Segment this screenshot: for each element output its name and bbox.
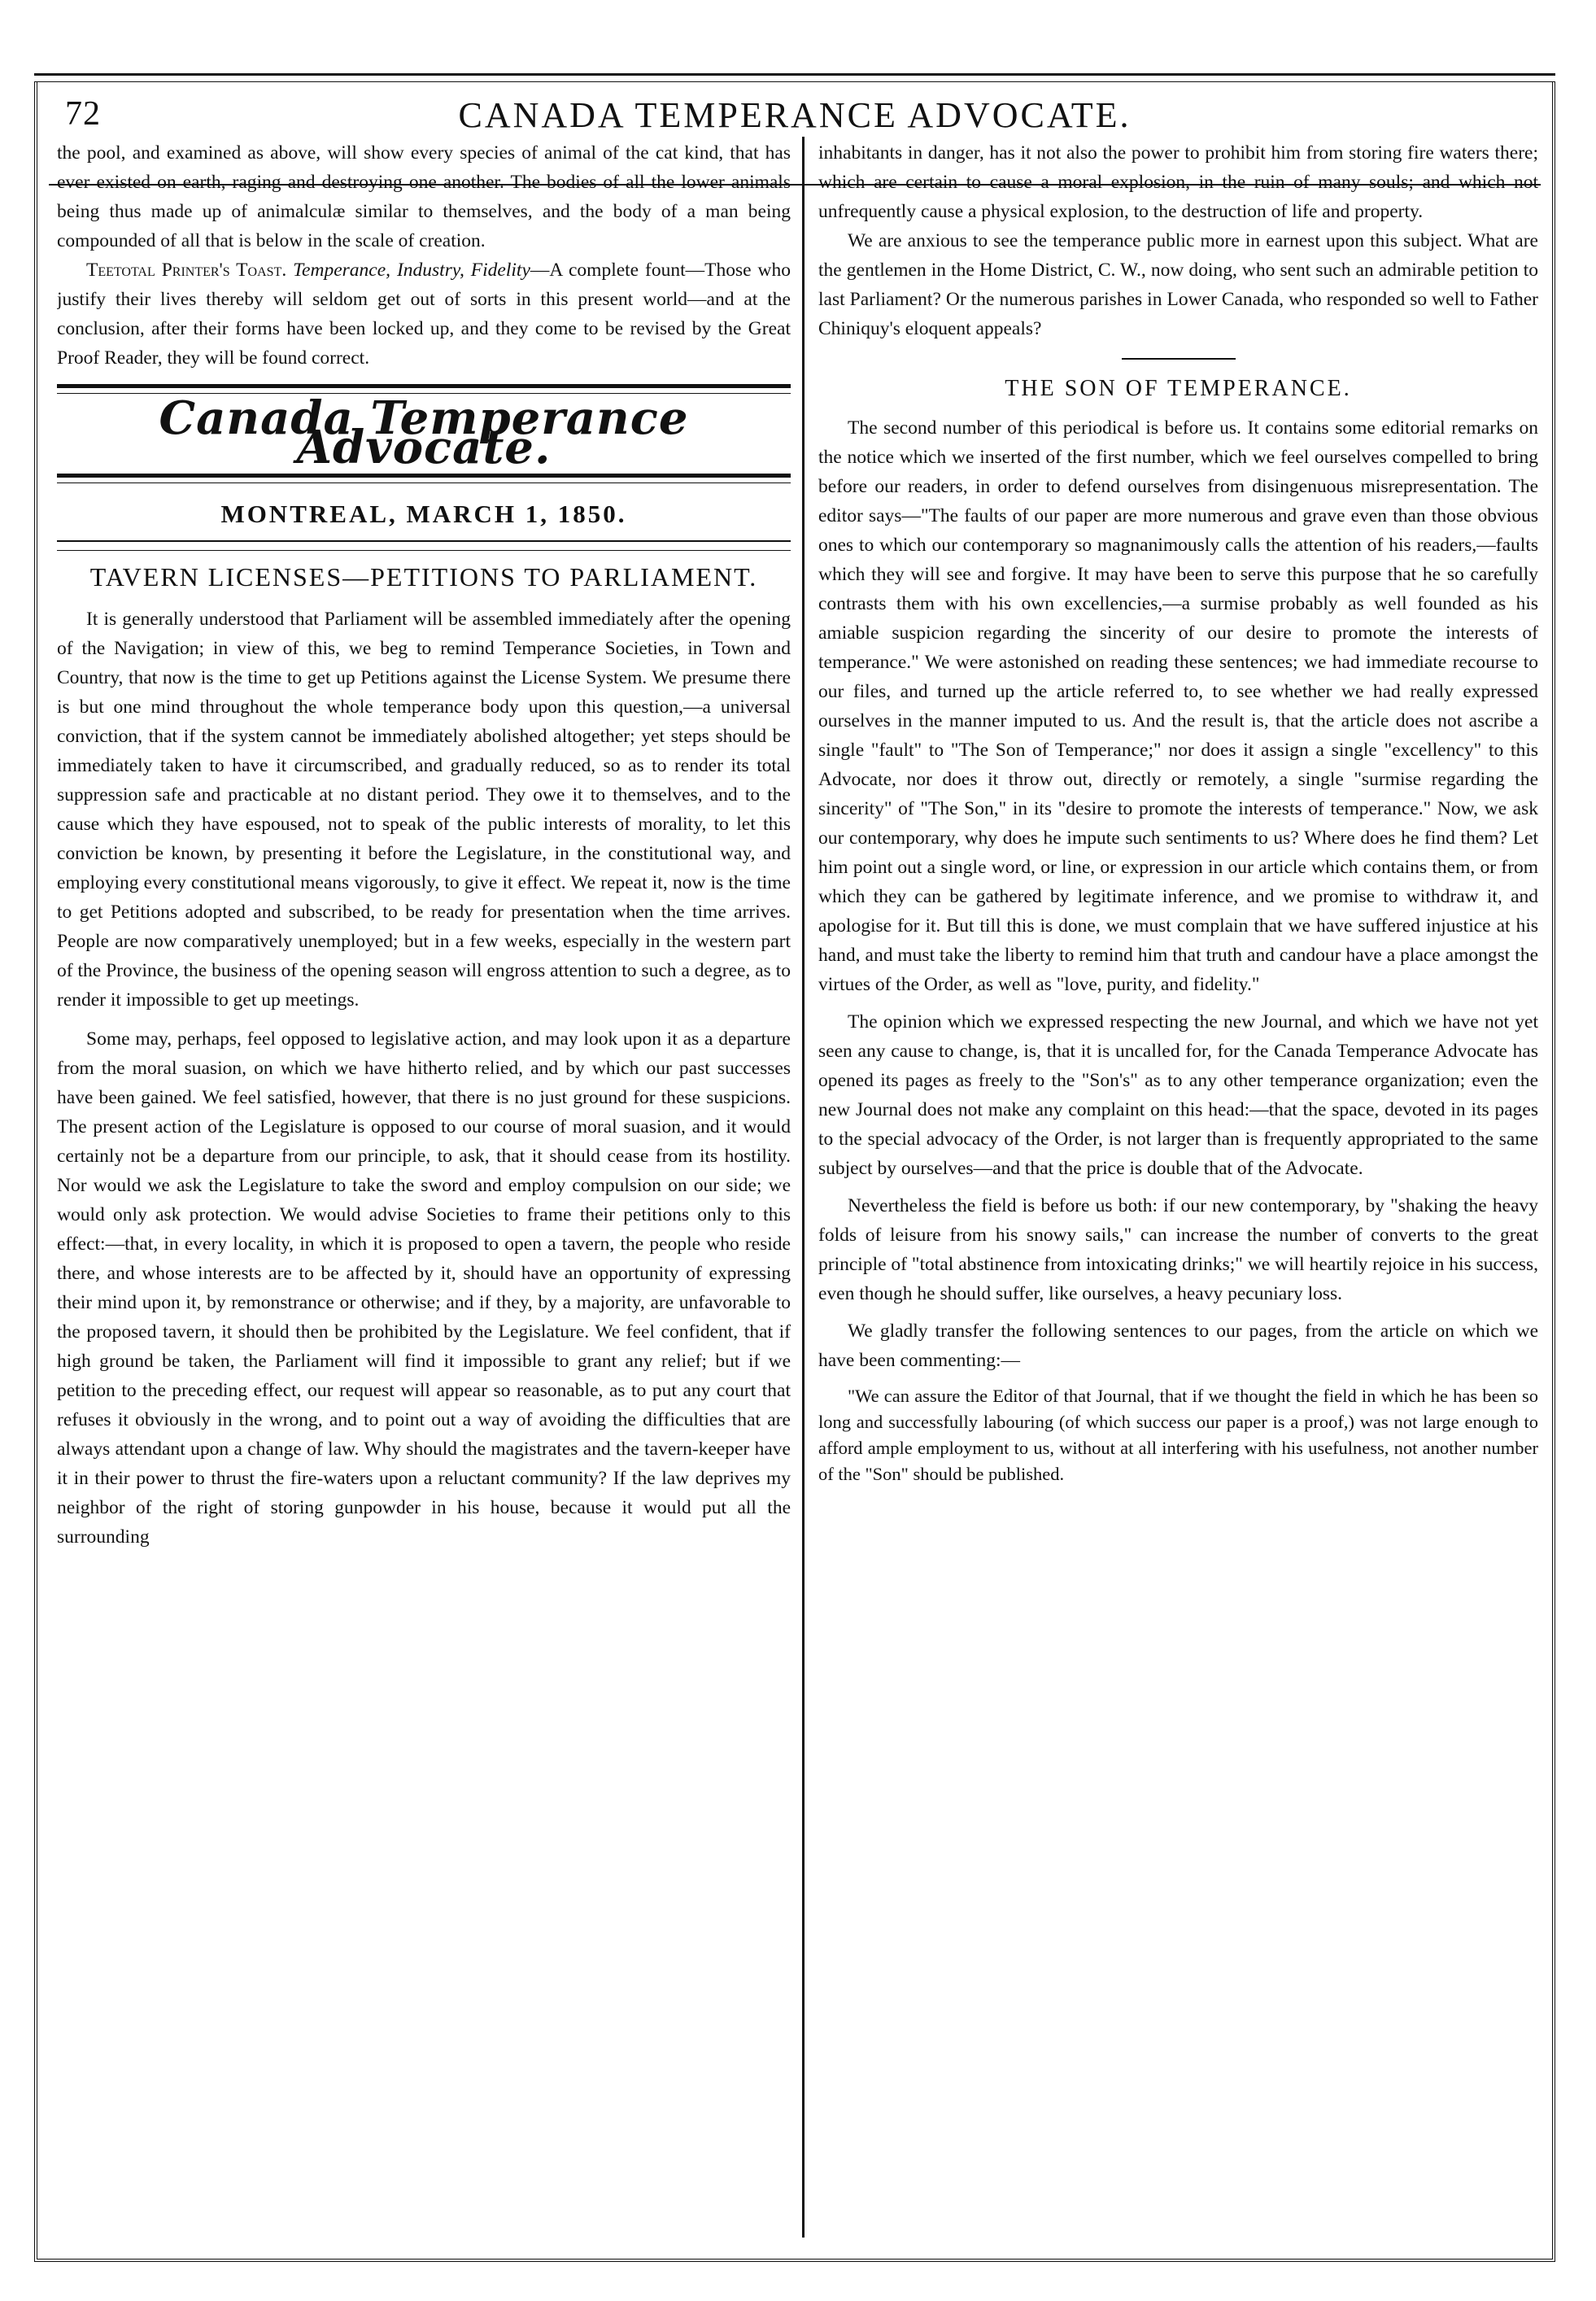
son-heading: THE SON OF TEMPERANCE. (1005, 376, 1352, 401)
dateline: MONTREAL, MARCH 1, 1850. (220, 500, 627, 528)
masthead-rule-thin (57, 482, 791, 483)
son-paragraph-2: The opinion which we expressed respecting the new Journal, and which we have not yet seen any cause to change, is, that it is uncalled for, for the Canada Temperance Advocate has opened its pages as freely to the "Son's" as to any other temperance organization; even the new Journal does not make any complaint on this head:—that the space, devoted in its pages to the special advocacy of the Order, is not larger than is frequently appropriated to the same subject by ourselves—and that the price is double that of the Advocate. (818, 1011, 1538, 1179)
left-column (57, 138, 791, 2238)
page-number: 72 (65, 95, 101, 133)
newspaper-page (34, 33, 1555, 2262)
printers-toast (57, 255, 791, 373)
son-paragraph-1: The second number of this periodical is before us. It contains some editorial remarks on the notice which we inserted of the first number, which we feel ourselves compelled to bring before our readers, in order to defend ourselves from disingenuous misrepresentation. The editor says—"The faults of our paper are more numerous and grave even than those obvious ones to which our contemporary so magnanimously calls the attention of his readers,—faults which they will see and forgive. It may have been to serve this purpose that he so carefully contrasts them with his own excellencies,—a surmise probably as well founded as his amiable suspicion regarding the sincerity of our desire to promote the interests of temperance." We were astonished on reading these sentences; we had immediate recourse to our files, and turned up the article referred to, to see whether we had really expressed ourselves in the manner imputed to us. And the result is, that the article does not ascribe a single "fault" to "The Son of Temperance;" nor does it assign a single "excellency" to this Advocate, nor does it throw out, directly or remotely, a single "surmise regarding the sincerity" of "The Son," in its "desire to promote the interests of temperance." Now, we ask our contemporary, why does he impute such sentiments to us? Where does he find them? Let him point out a single word, or line, or expression in our article which contains them, or from which they can be gathered by legitimate inference, and we promise to withdraw it, and apologise for it. But till this is done, we must complain that we have suffered injustice at his hand, and must take the liberty to remind him that truth and candour have a place amongst the virtues of the Order, as well as "love, purity, and fidelity." (818, 417, 1538, 995)
appeal-paragraph: We are anxious to see the temperance public more in earnest upon this subject. What are the gentlemen in the Home District, C. W., now doing, who sent such an admirable petition to last Parliament? Or the numerous parishes in Lower Canada, who responded so well to Father Chiniquy's eloquent appeals? (818, 230, 1538, 339)
masthead: Canada Temperance Advocate. (159, 391, 689, 474)
toast-label: Teetotal Printer's Toast. (86, 260, 287, 281)
section-rule (57, 384, 791, 388)
running-title: CANADA TEMPERANCE ADVOCATE. (458, 95, 1132, 135)
dateline-rule-thin (57, 550, 791, 551)
dateline-rule (57, 540, 791, 542)
son-paragraph-4: We gladly transfer the following sentences to our pages, from the article on which we have been commenting:— (818, 1321, 1538, 1371)
article-headline: TAVERN LICENSES—PETITIONS TO PARLIAMENT. (89, 562, 758, 592)
son-quote: "We can assure the Editor of that Journal, that if we thought the field in which he has been so long and successfully labouring (of which success our paper is a proof,) was not large enough to afford ample employment to us, without at all interfering with his usefulness, not another number of the "Son" should be published. (818, 1386, 1538, 1484)
top-rule (34, 73, 1555, 76)
article-paragraph-1: It is generally understood that Parliament will be assembled immediately after the opening of the Navigation; in view of this, we beg to remind Temperance Societies, in Town and Country, that now is the time to get up Petitions against the License System. We presume there is but one mind throughout the whole temperance body upon this question,—a universal conviction, that if the system cannot be immediately abolished altogether; yet steps should be immediately taken to have it circumscribed, and gradually reduced, so as to render its total suppression safe and practicable at no distant period. They owe it to themselves, and to the cause which they have espoused, not to speak of the public interests of morality, to let this conviction be known, by presenting it before the Legislature, in the constitutional way, and employing every constitutional means vigorously, to give it effect. We repeat it, now is the time to get Petitions adopted and subscribed, to be ready for presentation when the time arrives. People are now comparatively unemployed; but in a few weeks, especially in the western part of the Province, the business of the opening season will engross attention to such a degree, as to render it impossible to get up meetings. (57, 609, 791, 1011)
article-paragraph-2: Some may, perhaps, feel opposed to legislative action, and may look upon it as a departure from the moral suasion, on which we have hitherto relied, and by which our past successes have been gained. We feel satisfied, however, that there is no just ground for these suspicions. The present action of the Legislature is opposed to our course of moral suasion, and it would certainly not be a departure from our principle, to ask, that it should cease from its hostility. Nor would we ask the Legislature to take the sword and employ compulsion on our side; we would only ask protection. We would advise Societies to frame their petitions only to this effect:—that, in every locality, in which it is proposed to open a tavern, the people who reside there, and whose interests are to be affected by it, should have an opportunity of expressing their mind upon it, by remonstrance or otherwise; and if they, by a majority, are unfavorable to the proposed tavern, it should then be prohibited by the Legislature. We feel confident, that if high ground be taken, the Parliament will find it impossible to grant any relief; but if we petition to the preceding effect, our request will appear so reasonable, as to put any court that refuses it obviously in the wrong, and to point out a way of avoiding the difficulties that are always attendant upon a change of law. Why should the magistrates and the tavern-keeper have it in their power to thrust the fire-waters upon a reluctant community? If the law deprives my neighbor of the right of storing gunpowder in his house, because it would put all the surrounding (57, 1028, 791, 1548)
son-paragraph-3: Nevertheless the field is before us both: if our new contemporary, by "shaking the heavy folds of leisure from his snowy sails," can increase the number of converts to the great principle of "total abstinence from intoxicating drinks;" we will heartily rejoice in his success, even though he should suffer, like ourselves, a heavy pecuniary loss. (818, 1195, 1538, 1304)
short-rule (1122, 358, 1236, 360)
toast-text: —A complete fount—Those who justify their lives thereby will seldom get out of sorts in this present world—and at the conclusion, after their forms have been locked up, and they come to be revised by the Great Proof Reader, they will be found correct. (57, 260, 791, 369)
right-column (818, 138, 1538, 2238)
continued-text-right: inhabitants in danger, has it not also the power to prohibit him from storing fire waters there; which are certain to cause a moral explosion, in the ruin of many souls; and which not unfrequently cause a physical explosion, to the destruction of life and property. (818, 142, 1538, 222)
toast-motto: Temperance, Industry, Fidelity (293, 260, 530, 281)
column-divider (802, 137, 805, 2238)
continued-text: the pool, and examined as above, will show every species of animal of the cat kind, that has ever existed on earth, raging and destroying one another. The bodies of all the lower animals being thus made up of animalculæ similar to themselves, and the body of a man being compounded of all that is below in the scale of creation. (57, 142, 791, 251)
